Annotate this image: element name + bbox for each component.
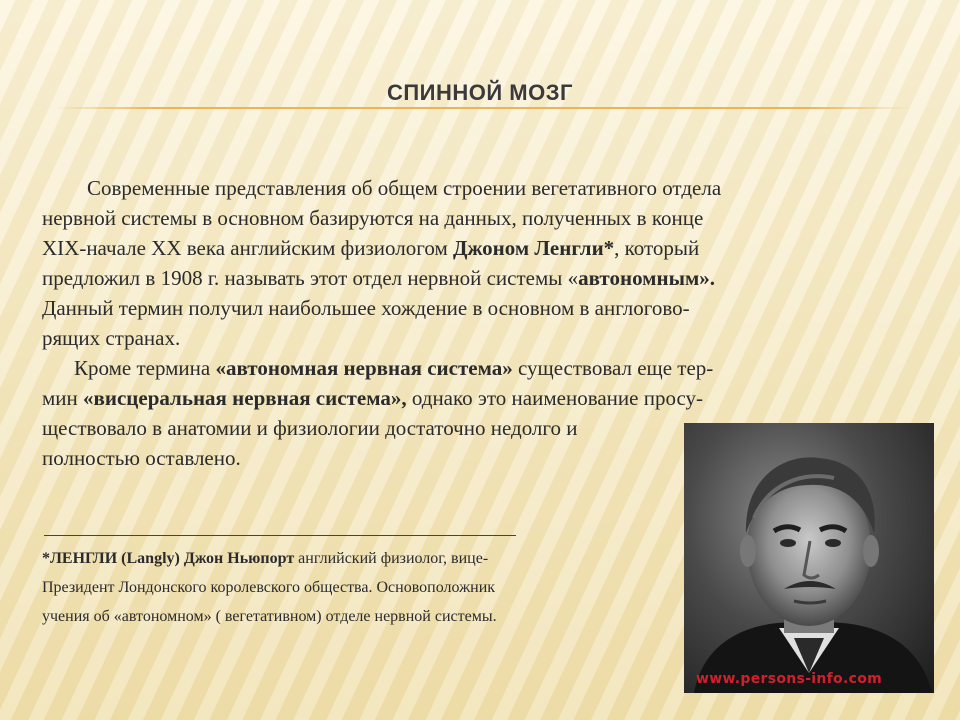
paragraph-2-line (42, 383, 902, 413)
footnote-line (42, 602, 682, 631)
text-span: , который (614, 236, 700, 260)
text-span: Современные представления об общем строении вегетативного отдела (87, 176, 722, 200)
text-span: английский физиолог, вице- (294, 550, 489, 567)
text-span: Кроме термина (74, 356, 216, 380)
paragraph-1-line (42, 233, 902, 263)
title-underline (52, 107, 912, 109)
text-span: учения об «автономном» ( вегетативном) отделе нервной системы. (42, 608, 497, 625)
footnote-name: *ЛЕНГЛИ (Langly) Джон Ньюпорт (42, 550, 295, 567)
paragraph-1-line (42, 323, 902, 353)
text-span: мин (42, 386, 84, 410)
portrait-illustration (684, 423, 934, 693)
text-span: Данный термин получил наибольшее хождение в основном в англогово- (42, 296, 690, 320)
footnote-line (42, 544, 682, 573)
bold-term: «висцеральная нервная система», (83, 386, 407, 410)
paragraph-1-line (42, 293, 902, 323)
bold-term: автономным». (578, 266, 716, 290)
paragraph-1-line (42, 263, 902, 293)
text-span: Президент Лондонского королевского общества. Основоположник (42, 579, 496, 596)
footnote-separator (44, 535, 516, 536)
paragraph-1-line (42, 203, 902, 233)
bold-term: «автономная нервная система» (215, 356, 513, 380)
photo-watermark: www.persons-info.com (696, 671, 883, 687)
text-span: ществовало в анатомии и физиологии достаточно недолго и (42, 416, 578, 440)
bold-name: Джоном Ленгли* (452, 236, 615, 260)
footnote-line (42, 573, 682, 602)
paragraph-1-line (42, 173, 902, 203)
text-span: XIX-начале XX века английским физиологом (42, 236, 453, 260)
paragraph-2-line (42, 353, 902, 383)
text-span: нервной системы в основном базируются на данных, полученных в конце (42, 206, 704, 230)
text-span: полностью оставлено. (42, 446, 241, 470)
text-span: существовал еще тер- (512, 356, 714, 380)
slide-title: СПИННОЙ МОЗГ (386, 80, 574, 105)
text-span: однако это наименование просу- (406, 386, 703, 410)
text-span: рящих странах. (42, 326, 181, 350)
portrait-photo (684, 423, 934, 693)
footnote (42, 544, 682, 631)
text-span: предложил в 1908 г. называть этот отдел нервной системы « (42, 266, 579, 290)
